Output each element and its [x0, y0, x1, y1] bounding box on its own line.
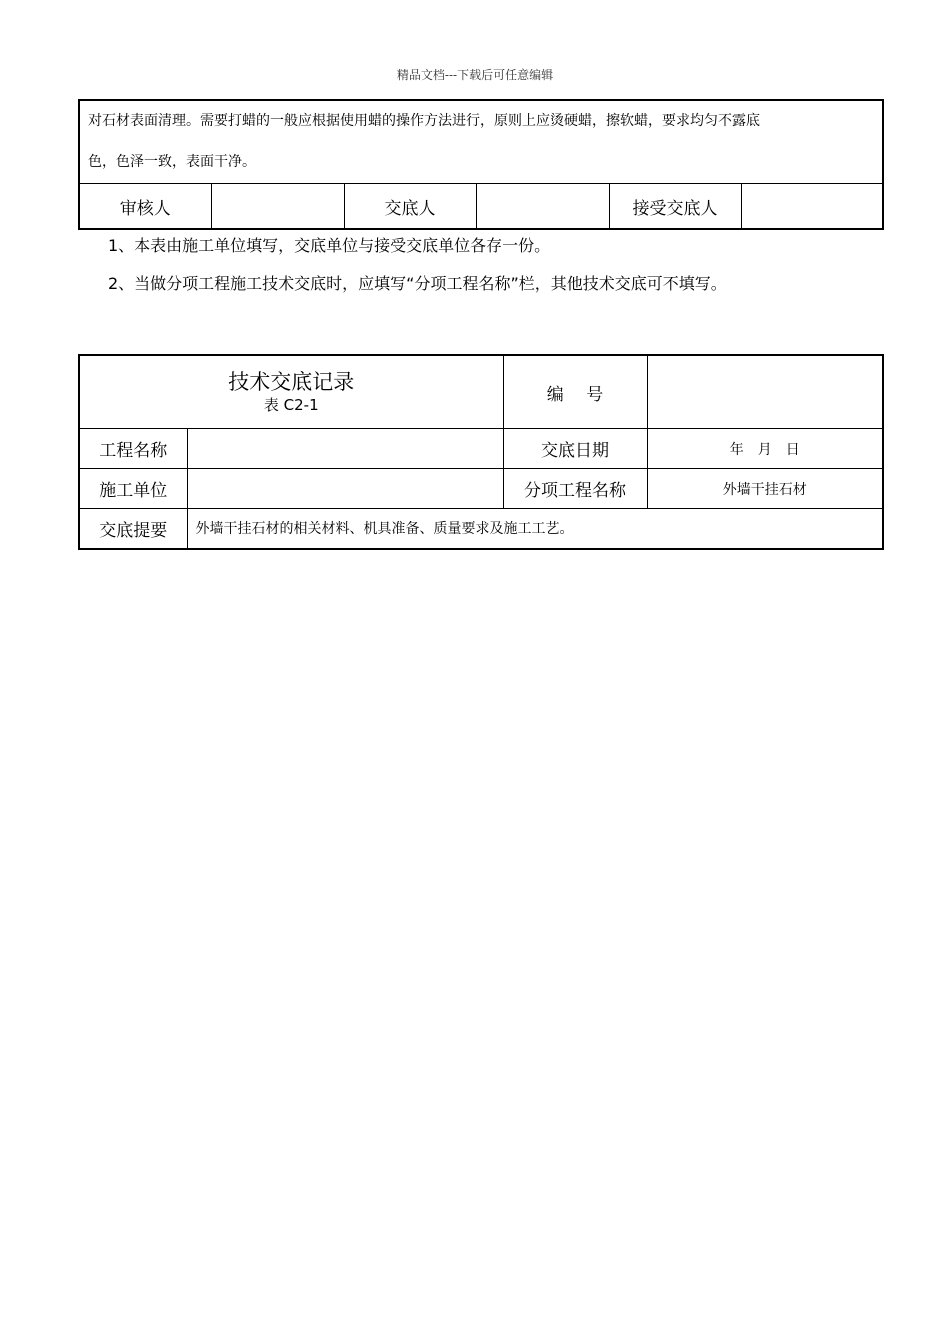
continuation-text-line2: 色，色泽一致，表面干净。: [88, 154, 256, 170]
project-name-field[interactable]: [187, 429, 503, 469]
subproject-field[interactable]: 外墙干挂石材: [647, 469, 883, 509]
continuation-text-line1: 对石材表面清理。需要打蜡的一般应根据使用蜡的操作方法进行，原则上应烫硬蜡，擦软蜡，要求均匀不露底: [88, 113, 760, 129]
receiver-label: 接受交底人: [609, 184, 741, 230]
record-title: 技术交底记录: [228, 370, 355, 394]
record-form-code: 表 C2-1: [263, 396, 319, 414]
continuation-text-cell: [79, 100, 883, 184]
number-label: 编 号: [503, 355, 647, 429]
project-name-label: 工程名称: [79, 429, 187, 469]
contractor-field[interactable]: [187, 469, 503, 509]
number-field[interactable]: [647, 355, 883, 429]
technical-briefing-record-table: [78, 354, 884, 550]
date-field[interactable]: 年 月 日: [647, 429, 883, 469]
note-2: 2、当做分项工程施工技术交底时，应填写“分项工程名称”栏，其他技术交底可不填写。: [108, 274, 727, 293]
continuation-table: [78, 99, 884, 230]
reviewer-label: 审核人: [79, 184, 211, 230]
presenter-label: 交底人: [344, 184, 476, 230]
note-1: 1、本表由施工单位填写，交底单位与接受交底单位各存一份。: [108, 236, 551, 255]
date-label: 交底日期: [503, 429, 647, 469]
page-header-note: 精品文档---下载后可任意编辑: [396, 68, 554, 82]
contractor-label: 施工单位: [79, 469, 187, 509]
subproject-label: 分项工程名称: [503, 469, 647, 509]
record-title-cell: [79, 355, 503, 429]
receiver-field[interactable]: [741, 184, 883, 230]
reviewer-field[interactable]: [211, 184, 344, 230]
presenter-field[interactable]: [476, 184, 609, 230]
summary-field[interactable]: 外墙干挂石材的相关材料、机具准备、质量要求及施工工艺。: [187, 509, 883, 549]
summary-label: 交底提要: [79, 509, 187, 549]
